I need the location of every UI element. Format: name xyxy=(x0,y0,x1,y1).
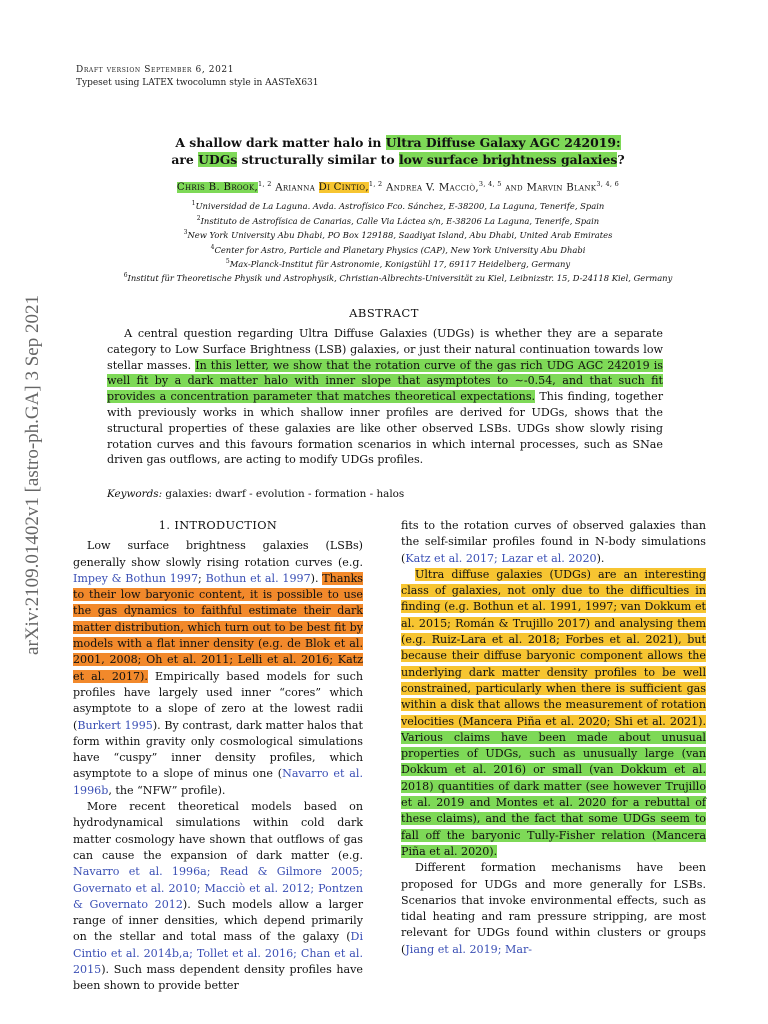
author-brook: Chris B. Brook, xyxy=(176,182,259,194)
intro-paragraph-formation xyxy=(401,860,706,958)
affiliation-number: 1 xyxy=(191,200,196,208)
title-highlight-udgs: UDGs xyxy=(198,152,238,167)
citation-link[interactable]: Navarro et al. 1996a; Read & Gilmore 2005; Governato et al. 2010; Macciò et al. 2012; Pontzen & Governato 2012 xyxy=(73,865,363,911)
draft-version: Draft version September 6, 2021 xyxy=(76,65,235,75)
author-dicintio-affil: 1, 2 xyxy=(368,180,383,188)
affiliation-text: Center for Astro, Particle and Planetary Physics (CAP), New York University Abu Dhabi xyxy=(214,244,586,255)
citation-link[interactable]: Jiang et al. 2019; Mar- xyxy=(405,942,532,956)
section-heading-introduction: 1. INTRODUCTION xyxy=(158,519,278,532)
affiliation-text: Institut für Theoretische Physik und Astrophysik, Christian-Albrechts-Universität zu Kiel, Leibnizstr. 15, D-24118 Kiel, Germany xyxy=(127,273,673,284)
arxiv-identifier[interactable]: arXiv:2109.01402v1 [astro-ph.GA] 3 Sep 2021 xyxy=(22,295,43,655)
text-run: fits to the rotation curves of observed galaxies than the self-similar profiles found in N-body simulations ( xyxy=(401,519,706,565)
affiliation-item xyxy=(60,242,736,256)
affiliation-number: 5 xyxy=(225,257,230,265)
text-run: Different formation mechanisms have been proposed for UDGs and more generally for LSBs. Scenarios that invoke environmental effects, such as tidal heating and ram pressure stripping, are most relevant for UDGs found within clusters or groups ( xyxy=(401,861,706,956)
arxiv-sidebar xyxy=(8,260,58,690)
affiliation-number: 3 xyxy=(183,229,188,237)
affiliation-text: Instituto de Astrofísica de Canarias, Calle Via Láctea s/n, E-38206 La Laguna, Tenerife, Spain xyxy=(200,215,600,226)
abstract-conclusion: This finding, together with previously works in which shallow inner profiles are derived for UDGs, shows that the structural properties of these galaxies are like other observed LSBs. UDGs show slowly rising rotation curves and this favours formation scenarios in which internal processes, such as SNae driven gas outflows, are acting to modify UDGs profiles. xyxy=(107,390,663,467)
text-run: Empirically based models for such profiles have largely used inner “cores” which asymptote to a slope of zero at the lowest radii ( xyxy=(73,669,363,732)
intro-paragraph-continued xyxy=(401,518,706,567)
author-blank-affil: 3, 4, 6 xyxy=(596,180,620,188)
author-maccio-affil: 3, 4, 5 xyxy=(478,180,502,188)
citation-link[interactable]: Di Cintio et al. 2014b,a; Tollet et al. 2016; Chan et al. 2015 xyxy=(73,930,363,977)
affiliation-item xyxy=(60,213,736,227)
citation-link[interactable]: Bothun et al. 1997 xyxy=(205,571,311,585)
column-left xyxy=(73,518,363,995)
intro-paragraph-udgs xyxy=(401,567,706,860)
text-run: ). By contrast, dark matter halos that form within gravity only cosmological simulations have “cuspy” inner density profiles, which asymptote to a slope of minus one ( xyxy=(73,718,363,781)
intro-paragraph-2 xyxy=(73,799,363,995)
title-highlight-lsb: low surface brightness galaxies xyxy=(398,152,618,167)
text-run: More recent theoretical models based on hydrodynamical simulations within cold dark matter cosmology have shown that outflows of gas can cause the expansion of dark matter (e.g. xyxy=(73,800,363,862)
keywords-label: Keywords: xyxy=(107,488,163,500)
affiliation-text: New York University Abu Dhabi, PO Box 129188, Saadiyat Island, Abu Dhabi, United Arab Emirates xyxy=(187,229,613,240)
text-run: ). Such mass dependent density profiles have been shown to provide better xyxy=(73,963,363,993)
intro-paragraph-1 xyxy=(73,538,363,799)
affiliation-number: 6 xyxy=(123,272,128,280)
author-dicintio: Di Cintio, xyxy=(318,182,369,194)
keywords-list: galaxies: dwarf - evolution - formation - halos xyxy=(162,488,405,500)
highlight-orange: Thanks to their low baryonic content, it is possible to use the gas dynamics to faithful estimate their dark matter distribution, which turn out to be best fit by models with a flat inner density (e.g. de Blok et al. 2001, 2008; Oh et al. 2011; Lelli et al. 2016; Katz et al. 2017). xyxy=(73,571,363,683)
highlight-yellow: Ultra diffuse galaxies (UDGs) are an interesting class of galaxies, not only due to the difficulties in finding (e.g. Bothun et al. 1991, 1997; van Dokkum et al. 2015; Román & Trujillo 2017) and analysing them (e.g. Ruiz-Lara et al. 2018; Forbes et al. 2021), but because their diffuse baryonic component allows the underlying dark matter density profiles to be well constrained, particularly when there is sufficient gas within a disk that allows the measurement of rotation velocities (Mancera Piña et al. 2020; Shi et al. 2021). xyxy=(401,567,706,728)
text-run: ). xyxy=(596,551,605,565)
author-list xyxy=(60,180,736,193)
affiliation-item xyxy=(60,198,736,212)
citation-link[interactable]: Katz et al. 2017; Lazar et al. 2020 xyxy=(405,551,597,565)
text-run: , the “NFW” profile). xyxy=(108,783,226,797)
citation-link[interactable]: Impey & Bothun 1997 xyxy=(73,571,199,585)
text-run: ). Such models allow a larger range of inner densities, which depend primarily on the stellar and total mass of the galaxy ( xyxy=(73,897,363,944)
column-right xyxy=(401,518,706,958)
keywords xyxy=(107,488,404,500)
title-line1-prefix: A shallow dark matter halo in xyxy=(175,135,386,150)
citation-link[interactable]: Navarro et al. 1996b xyxy=(73,767,363,797)
text-run: Low surface brightness galaxies (LSBs) generally show slowly rising rotation curves (e.g. xyxy=(73,539,363,569)
paper-title xyxy=(60,134,736,168)
page-header xyxy=(76,64,319,90)
affiliation-text: Universidad de La Laguna. Avda. Astrofísico Fco. Sánchez, E-38200, La Laguna, Tenerife, Spain xyxy=(195,201,605,212)
citation-link[interactable]: Burkert 1995 xyxy=(77,718,153,732)
affiliation-item xyxy=(60,227,736,241)
affiliations xyxy=(60,198,736,284)
affiliation-item xyxy=(60,256,736,270)
author-brook-affil: 1, 2 xyxy=(258,180,272,188)
title-line2-prefix: are xyxy=(171,152,199,167)
typeset-note: Typeset using LATEX twocolumn style in AASTeX631 xyxy=(76,78,319,88)
title-line2-end: ? xyxy=(617,152,625,167)
affiliation-number: 4 xyxy=(210,243,215,251)
abstract-intro: A central question regarding Ultra Diffuse Galaxies (UDGs) is whether they are a separate category to Low Surface Brightness (LSB) galaxies, or just their natural continuation towards low stellar masses. xyxy=(107,327,663,372)
affiliation-text: Max-Planck-Institut für Astronomie, Konigstühl 17, 69117 Heidelberg, Germany xyxy=(229,258,571,269)
author-blank: and Marvin Blank xyxy=(505,182,597,194)
affiliation-number: 2 xyxy=(196,214,201,222)
author-maccio: Andrea V. Macciò, xyxy=(386,182,479,194)
title-block xyxy=(60,134,736,285)
abstract-heading: ABSTRACT xyxy=(349,306,419,320)
title-highlight-galaxy: Ultra Diffuse Galaxy AGC 242019: xyxy=(385,135,621,150)
abstract-highlight: In this letter, we show that the rotation curve of the gas rich UDG AGC 242019 is well fit by a dark matter halo with inner slope that asymptotes to ∼-0.54, and that such fit provides a concentration parameter that matches theoretical expectations. xyxy=(107,358,663,404)
highlight-green: Various claims have been made about unusual properties of UDGs, such as unusually large (van Dokkum et al. 2016) or small (van Dokkum et al. 2018) quantities of dark matter (see however Trujillo et al. 2019 and Montes et al. 2020 for a rebuttal of these claims), and the fact that some UDGs seem to fall off the baryonic Tully-Fisher relation (Mancera Piña et al. 2020). xyxy=(401,730,706,858)
text-run: ; xyxy=(198,571,206,585)
author-dicintio-first: Arianna xyxy=(275,182,319,194)
title-line2-middle: structurally similar to xyxy=(237,152,399,167)
text-run: ). xyxy=(310,571,323,585)
affiliation-item xyxy=(60,270,736,284)
abstract-body xyxy=(107,326,663,468)
